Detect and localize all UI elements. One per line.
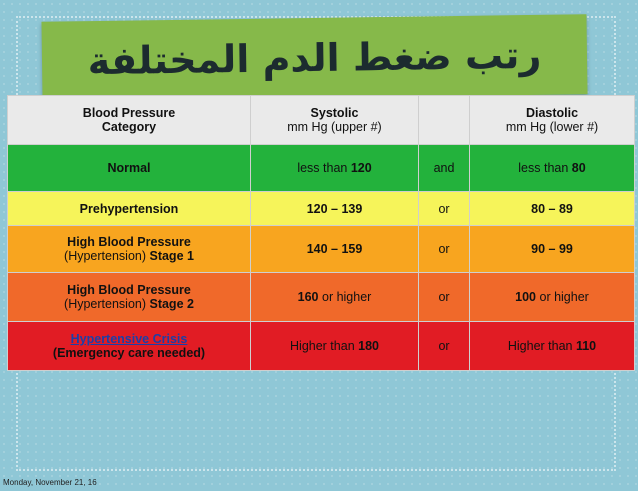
diastolic-cell: 90 – 99: [470, 226, 635, 273]
conjunction-cell: and: [419, 144, 470, 192]
category-cell: Prehypertension: [8, 192, 251, 226]
systolic-cell: Higher than 180: [251, 322, 419, 371]
conjunction-cell: or: [419, 322, 470, 371]
header-diastolic: Diastolic mm Hg (lower #): [470, 96, 635, 145]
systolic-cell: 160 or higher: [251, 272, 419, 322]
table-header-row: [8, 96, 635, 145]
table-row-stage-2: [8, 272, 635, 322]
header-category: Blood Pressure Category: [8, 96, 251, 145]
footer-date: Monday, November 21, 16: [3, 478, 97, 487]
title-banner: [41, 14, 587, 102]
diastolic-cell: 80 – 89: [470, 192, 635, 226]
conjunction-cell: or: [419, 192, 470, 226]
systolic-cell: less than 120: [251, 144, 419, 192]
conjunction-cell: or: [419, 272, 470, 322]
table-row-crisis: [8, 322, 635, 371]
table-row-stage-1: [8, 226, 635, 273]
category-cell: Hypertensive Crisis (Emergency care needed): [8, 322, 251, 371]
slide-title: رتب ضغط الدم المختلفة: [87, 32, 542, 84]
category-cell: High Blood Pressure (Hypertension) Stage 2: [8, 272, 251, 322]
table-row-normal: [8, 144, 635, 192]
category-cell: High Blood Pressure (Hypertension) Stage 1: [8, 226, 251, 273]
header-systolic: Systolic mm Hg (upper #): [251, 96, 419, 145]
category-cell: Normal: [8, 144, 251, 192]
diastolic-cell: 100 or higher: [470, 272, 635, 322]
hypertensive-crisis-link[interactable]: Hypertensive Crisis: [70, 332, 188, 347]
systolic-cell: 120 – 139: [251, 192, 419, 226]
header-conjunction: [419, 96, 470, 145]
table-row-prehypertension: [8, 192, 635, 226]
conjunction-cell: or: [419, 226, 470, 273]
blood-pressure-table: [7, 95, 635, 371]
diastolic-cell: Higher than 110: [470, 322, 635, 371]
systolic-cell: 140 – 159: [251, 226, 419, 273]
diastolic-cell: less than 80: [470, 144, 635, 192]
